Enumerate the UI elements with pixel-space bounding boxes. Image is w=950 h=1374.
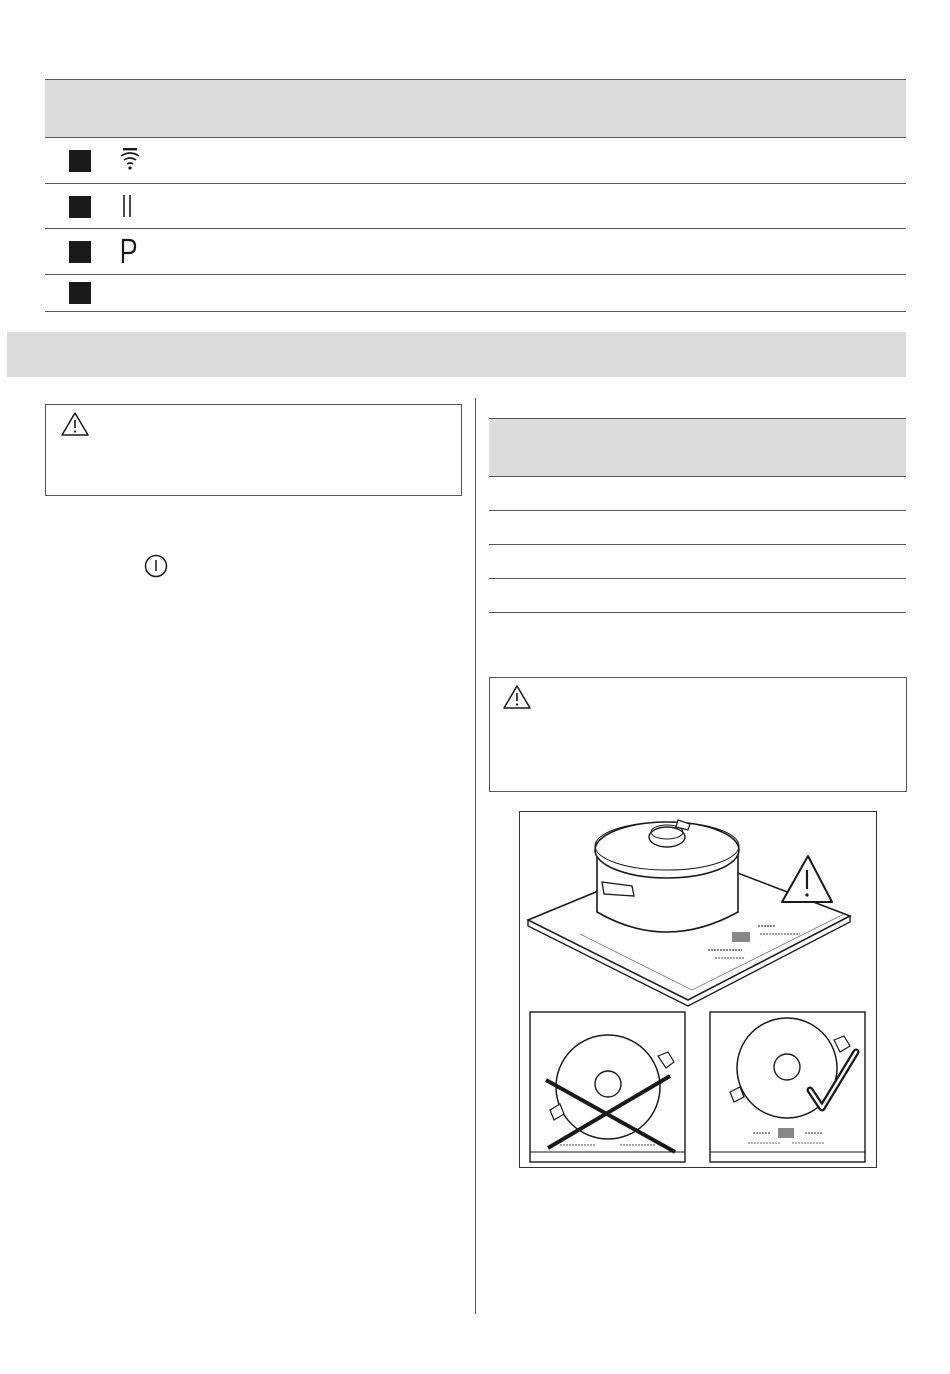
table-row — [45, 184, 906, 229]
table-row — [489, 545, 906, 579]
power-button-icon — [143, 553, 169, 579]
pot-on-hob — [595, 820, 739, 932]
warning-triangle-icon — [782, 856, 832, 902]
table-row — [45, 275, 906, 312]
black-square-marker — [69, 241, 91, 263]
pan-centred-correct — [710, 1012, 865, 1162]
warning-triangle-icon — [60, 411, 90, 437]
warning-triangle-icon — [502, 684, 532, 710]
table-row — [45, 138, 906, 184]
black-square-marker — [69, 196, 91, 218]
table-row — [45, 229, 906, 275]
black-square-marker — [69, 150, 91, 172]
top-symbol-table — [45, 79, 906, 312]
table-row — [489, 579, 906, 613]
section-header-bar — [7, 332, 906, 377]
right-table — [489, 418, 906, 613]
top-table-header — [45, 79, 906, 138]
cookware-illustration — [520, 812, 876, 1167]
pan-off-centre-wrong — [530, 1012, 685, 1162]
wifi-signal-icon — [119, 146, 143, 172]
black-square-marker — [69, 282, 91, 304]
letter-p-icon — [119, 237, 139, 265]
warning-box — [45, 404, 462, 496]
cookware-placement-figure — [519, 811, 877, 1168]
table-row — [489, 477, 906, 511]
warning-box — [489, 677, 907, 792]
column-divider — [475, 398, 476, 1314]
pause-bars-icon — [119, 193, 135, 219]
right-table-header — [489, 418, 906, 477]
table-row — [489, 511, 906, 545]
